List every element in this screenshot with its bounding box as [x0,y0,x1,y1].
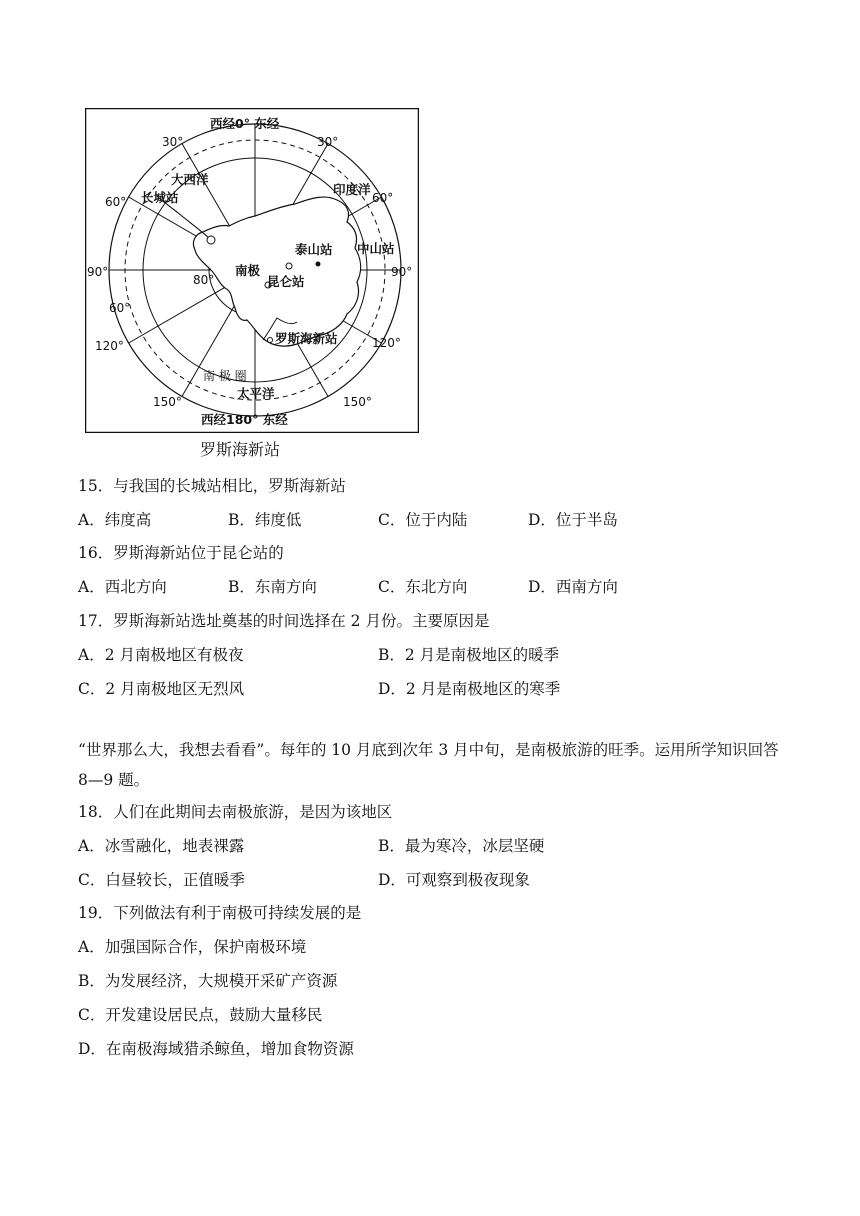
deg-60-inner: 60° [109,301,131,315]
q17-option-a[interactable]: A．2 月南极地区有极夜 [78,646,244,664]
changcheng-label: 长城站 [141,190,179,205]
deg-90-right: 90° [391,265,413,279]
deg-120-right: 120° [372,336,401,350]
q18-stem: 18．人们在此期间去南极旅游，是因为该地区 [78,803,393,821]
q19-option-c[interactable]: C．开发建设居民点，鼓励大量移民 [78,1006,323,1024]
atlantic-label: 大西洋 [171,172,209,187]
ross-sea-station-label: 罗斯海新站 [275,331,338,346]
q16-option-b[interactable]: B．东南方向 [228,578,317,596]
q16-option-a[interactable]: A．西北方向 [78,578,167,596]
zhongshan-label: 中山站 [357,241,395,256]
q19-option-b[interactable]: B．为发展经济，大规模开采矿产资源 [78,972,338,990]
q16-option-d[interactable]: D．西南方向 [528,578,618,596]
pacific-label: 太平洋 [237,386,275,401]
q15-option-d[interactable]: D．位于半岛 [528,511,618,529]
antarctic-circle-label: 南 极 圈 [203,369,247,383]
q19-stem: 19．下列做法有利于南极可持续发展的是 [78,904,362,922]
q17-option-c[interactable]: C．2 月南极地区无烈风 [78,680,245,698]
q17-option-b[interactable]: B．2 月是南极地区的暖季 [378,646,560,664]
changcheng-station-marker [207,236,215,244]
deg-120-left: 120° [95,339,124,353]
deg-150-right: 150° [343,395,372,409]
antarctica-coastline [193,197,360,346]
q15-option-a[interactable]: A．纬度高 [78,511,152,529]
q17-option-d[interactable]: D．2 月是南极地区的寒季 [378,680,561,698]
zhongshan-station-marker [316,262,321,267]
q18-option-d[interactable]: D．可观察到极夜现象 [378,871,530,889]
q15-option-c[interactable]: C．位于内陆 [378,511,468,529]
q16-option-c[interactable]: C．东北方向 [378,578,468,596]
deg-30-left: 30° [162,135,184,149]
q15-option-b[interactable]: B．纬度低 [228,511,302,529]
q19-option-d[interactable]: D．在南极海域猎杀鲸鱼，增加食物资源 [78,1040,354,1058]
deg-60-right: 60° [372,191,394,205]
q18-option-c[interactable]: C．白昼较长，正值暖季 [78,871,245,889]
map-caption: 罗斯海新站 [200,440,281,459]
kunlun-label: 昆仑站 [267,274,305,289]
q16-stem: 16．罗斯海新站位于昆仑站的 [78,544,284,562]
q17-stem: 17．罗斯海新站选址奠基的时间选择在 2 月份。主要原因是 [78,612,490,630]
antarctica-map [85,108,419,433]
deg-80: 80° [193,273,215,287]
ross-sea-station-marker [268,338,273,343]
deg-90-left: 90° [87,265,109,279]
reading-passage: “世界那么大，我想去看看”。每年的 10 月底到次年 3 月中旬，是南极旅游的旺季。运用所学知识回答 8—9 题。 [78,741,779,789]
q15-stem: 15．与我国的长城站相比，罗斯海新站 [78,477,346,495]
deg-60-left: 60° [105,195,127,209]
map-svg [85,108,419,433]
indian-label: 印度洋 [333,182,371,197]
q18-option-b[interactable]: B．最为寒冷，冰层坚硬 [378,837,545,855]
taishan-station-marker [286,263,292,269]
taishan-label: 泰山站 [295,242,333,257]
south-pole-label: 南极 [235,263,261,278]
q19-option-a[interactable]: A．加强国际合作，保护南极环境 [78,938,307,956]
q18-option-a[interactable]: A．冰雪融化，地表裸露 [78,837,245,855]
map-top-label: 西经0° 东经 [210,116,280,131]
deg-30-right: 30° [317,135,339,149]
deg-150-left: 150° [153,395,182,409]
map-bottom-label: 西经180° 东经 [201,412,288,427]
